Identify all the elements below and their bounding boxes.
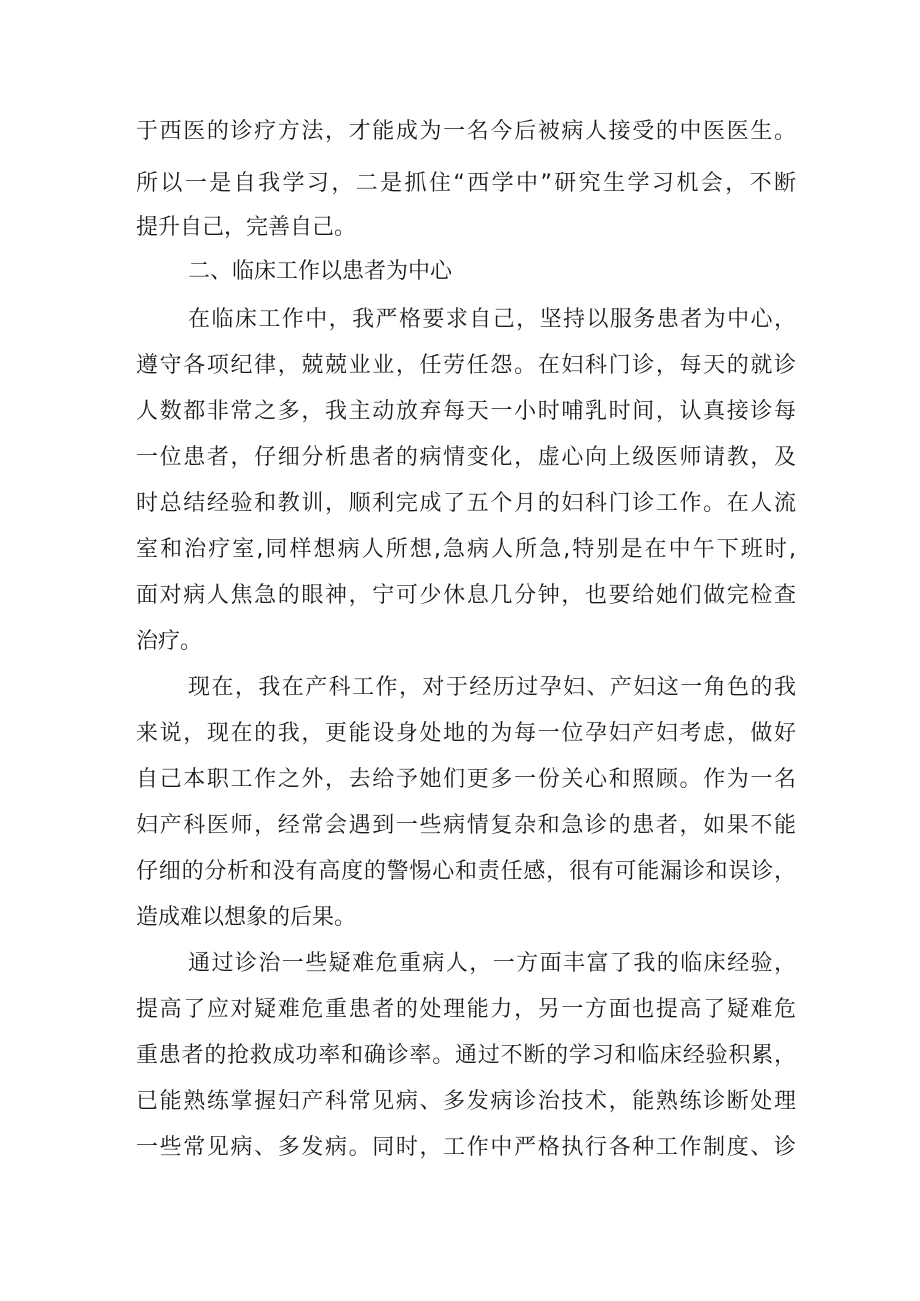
text-line: 已能熟练掌握妇产科常见病、多发病诊治技术，能熟练诊断处理	[136, 1089, 796, 1114]
text-line: 造成难以想象的后果。	[136, 905, 357, 930]
text-line: 提高了应对疑难危重患者的处理能力，另一方面也提高了疑难危	[136, 997, 796, 1022]
text-line: 现在，我在产科工作，对于经历过孕妇、产妇这一角色的我	[188, 675, 796, 700]
section-heading: 二、临床工作以患者为中心	[188, 259, 453, 284]
text-line: 于西医的诊疗方法，才能成为一名今后被病人接受的中医医生。	[136, 119, 796, 144]
text-line: 提升自己，完善自己。	[136, 215, 357, 240]
text-line: 治疗。	[136, 629, 203, 654]
text-line: 仔细的分析和没有高度的警惕心和责任感，很有可能漏诊和误诊，	[136, 859, 796, 884]
text-line: 妇产科医师，经常会遇到一些病情复杂和急诊的患者，如果不能	[136, 813, 796, 838]
text-line: 自己本职工作之外，去给予她们更多一份关心和照顾。作为一名	[136, 767, 796, 792]
text-line: 来说，现在的我，更能设身处地的为每一位孕妇产妇考虑，做好	[136, 721, 796, 746]
text-line: 一些常见病、多发病。同时，工作中严格执行各种工作制度、诊	[136, 1135, 796, 1160]
text-line: 重患者的抢救成功率和确诊率。通过不断的学习和临床经验积累，	[136, 1043, 796, 1068]
text-line: 一位患者，仔细分析患者的病情变化，虚心向上级医师请教，及	[136, 445, 796, 470]
text-line: 室和治疗室,同样想病人所想,急病人所急,特别是在中午下班时,	[136, 537, 796, 562]
text-line: 遵守各项纪律，兢兢业业，任劳任怨。在妇科门诊，每天的就诊	[136, 353, 796, 378]
text-line: 面对病人焦急的眼神，宁可少休息几分钟，也要给她们做完检查	[136, 583, 796, 608]
text-line: 人数都非常之多，我主动放弃每天一小时哺乳时间，认真接诊每	[136, 399, 796, 424]
text-line: 时总结经验和教训，顺利完成了五个月的妇科门诊工作。在人流	[136, 491, 796, 516]
text-line: 所以一是自我学习，二是抓住“西学中”研究生学习机会，不断	[136, 171, 796, 196]
text-line: 在临床工作中，我严格要求自己，坚持以服务患者为中心，	[188, 307, 796, 332]
text-line: 通过诊治一些疑难危重病人，一方面丰富了我的临床经验，	[188, 951, 796, 976]
